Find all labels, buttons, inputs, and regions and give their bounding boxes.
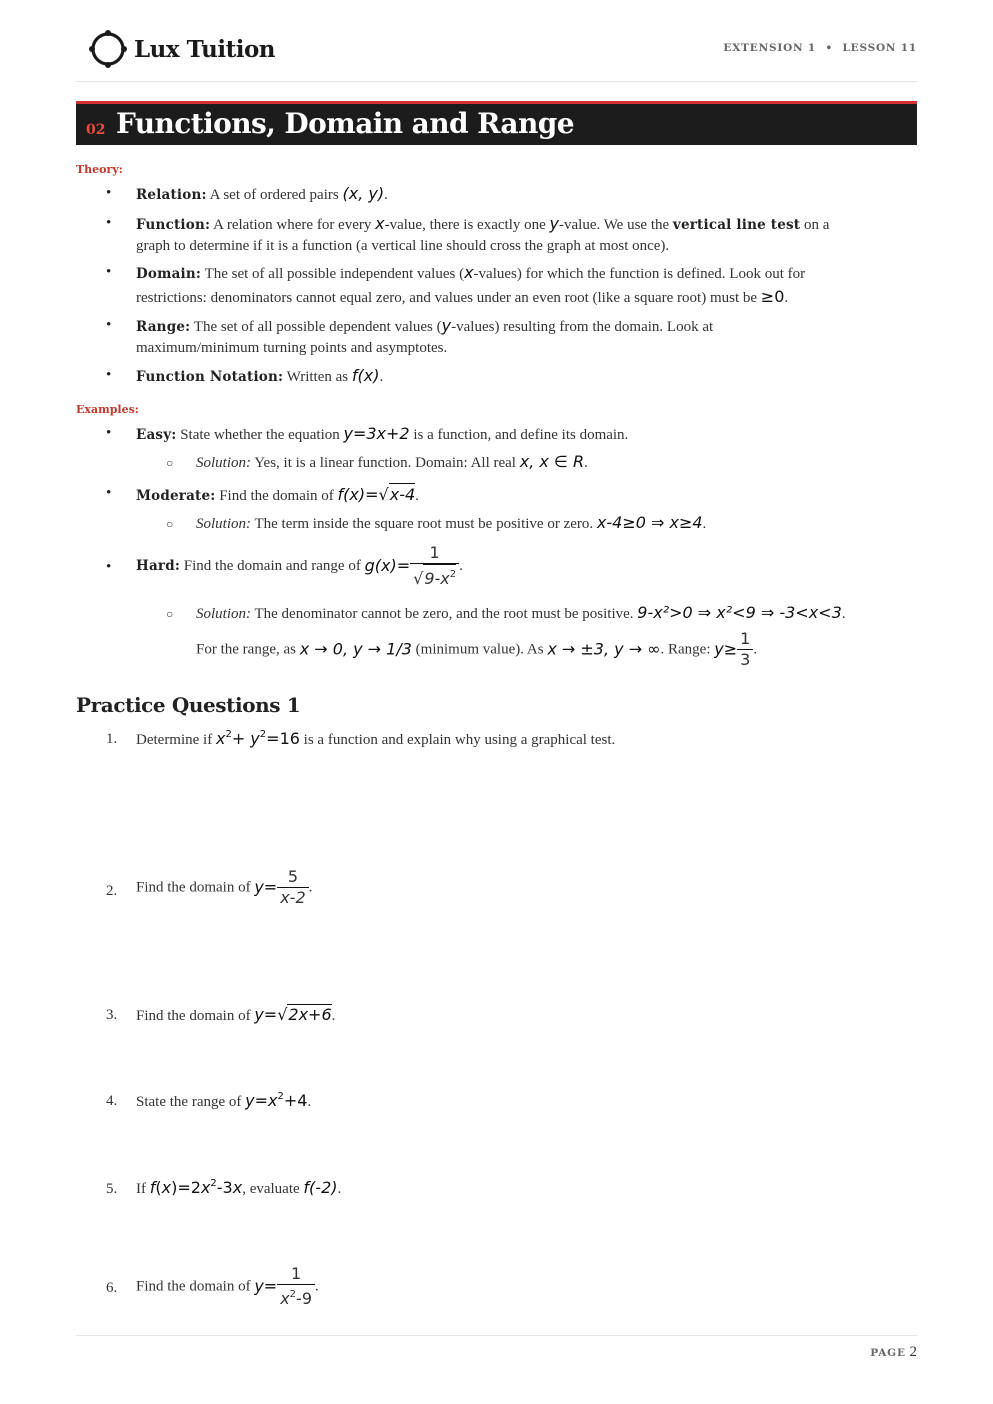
sub-bullet: ○ xyxy=(166,517,174,531)
question-2: Find the domain of y= $\frac{5}{x-2}$ . xyxy=(136,867,313,907)
question-number: 2. xyxy=(106,883,118,899)
example-hard-solution-line2: For the range, as x → 0, y → 1/3 (minimum value). As x → ±3, y → ∞. Range: y≥ $\frac{1}{3}$ . xyxy=(196,629,758,669)
section-title: Functions, Domain and Range xyxy=(116,107,574,140)
question-1: Determine if $x^2+ y^2=16$ is a function and explain why using a graphical test. xyxy=(136,729,616,748)
bullet-dot: • xyxy=(106,485,112,501)
bullet-dot: • xyxy=(106,559,112,575)
page-value: 2 xyxy=(909,1344,917,1360)
bullet-dot: • xyxy=(106,264,112,280)
example-hard-solution: Solution: The denominator cannot be zero, and the root must be positive. 9-x²>0 ⇒ x²<9 ⇒ -3<x<3. xyxy=(196,603,846,622)
question-number: 5. xyxy=(106,1181,118,1197)
header-separator: • xyxy=(825,42,833,54)
question-6: Find the domain of y= $\frac{1}{x^2-9}$ . xyxy=(136,1264,319,1308)
bullet-dot: • xyxy=(106,425,112,441)
bullet-dot: • xyxy=(106,185,112,201)
question-5: If $f(x)=2x^2-3x$, evaluate f(-2). xyxy=(136,1178,342,1197)
example-moderate: Moderate: Find the domain of f(x)=√x-4. xyxy=(136,485,419,504)
course-label: EXTENSION 1 xyxy=(723,42,816,54)
brand-logo xyxy=(88,28,275,70)
example-moderate-solution: Solution: The term inside the square root must be positive or zero. x-4≥0 ⇒ x≥4. xyxy=(196,513,707,532)
theory-domain-line2: restrictions: denominators cannot equal zero, and values under an even root (like a square root) must be ≥0. xyxy=(136,287,789,306)
footer-divider xyxy=(76,1335,917,1336)
bullet-dot: • xyxy=(106,367,112,383)
example-hard: Hard: Find the domain and range of g(x)= $\frac{1}{√9-x^2}$ . xyxy=(136,543,463,588)
sub-bullet: ○ xyxy=(166,607,174,621)
question-number: 6. xyxy=(106,1280,118,1296)
theory-notation: Function Notation: Written as f(x). xyxy=(136,366,384,385)
section-banner xyxy=(76,101,917,145)
ring-logo-icon xyxy=(88,28,128,70)
theory-function: Function: A relation where for every x-value, there is exactly one y-value. We use the vertical line test on a xyxy=(136,214,830,233)
sub-bullet: ○ xyxy=(166,456,174,470)
brand-name: Lux Tuition xyxy=(134,35,276,63)
theory-domain: Domain: The set of all possible independent values (x-values) for which the function is defined. Look out for xyxy=(136,263,806,282)
theory-relation: Relation: A set of ordered pairs (x, y). xyxy=(136,184,388,203)
header-lesson-info xyxy=(723,42,917,54)
example-easy: Easy: State whether the equation y=3x+2 is a function, and define its domain. xyxy=(136,424,629,443)
theory-label: Theory: xyxy=(76,163,123,176)
question-4: State the range of $y=x^2+4$. xyxy=(136,1091,312,1110)
theory-range-line2: maximum/minimum turning points and asymptotes. xyxy=(136,340,448,356)
examples-label: Examples: xyxy=(76,403,139,416)
example-easy-solution: Solution: Yes, it is a linear function. Domain: All real x, x ∈ R. xyxy=(196,452,588,471)
page-number xyxy=(870,1344,917,1361)
question-number: 4. xyxy=(106,1093,118,1109)
section-number: 02 xyxy=(86,122,106,138)
theory-function-line2: graph to determine if it is a function (a vertical line should cross the graph at most once). xyxy=(136,238,670,254)
bullet-dot: • xyxy=(106,215,112,231)
page-label: PAGE xyxy=(870,1347,906,1359)
header-divider xyxy=(76,81,917,82)
lesson-label: LESSON 11 xyxy=(842,42,917,54)
question-number: 1. xyxy=(106,731,118,747)
question-3: Find the domain of y=√2x+6. xyxy=(136,1005,336,1024)
theory-range: Range: The set of all possible dependent values (y-values) resulting from the domain. Look at xyxy=(136,316,714,335)
question-number: 3. xyxy=(106,1007,118,1023)
bullet-dot: • xyxy=(106,317,112,333)
practice-title: Practice Questions 1 xyxy=(76,693,301,717)
